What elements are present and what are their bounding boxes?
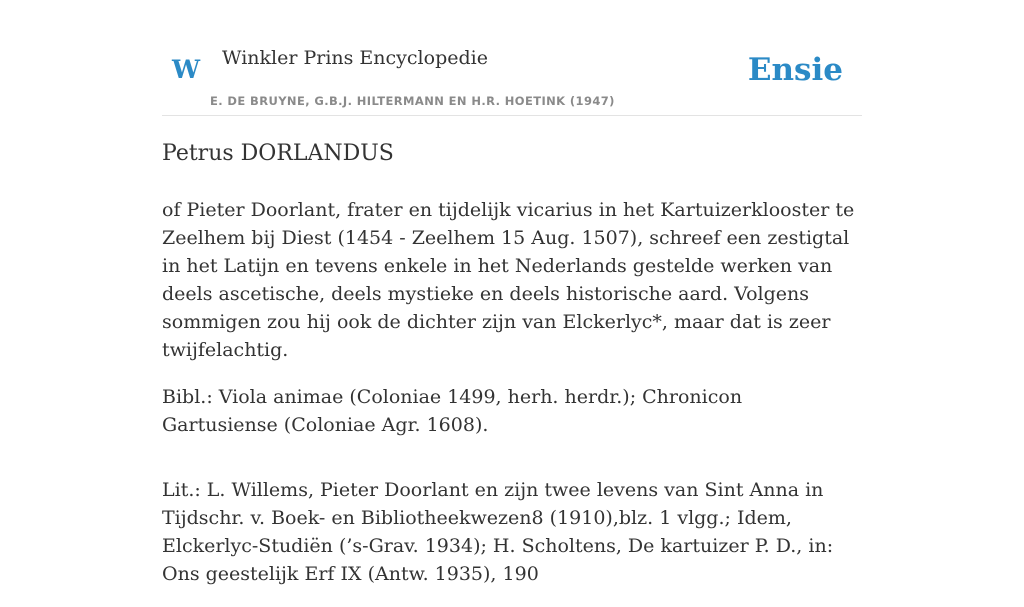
ensie-logo[interactable]: Ensie [747, 52, 843, 88]
source-header [162, 0, 862, 116]
source-title-link[interactable]: Winkler Prins Encyclopedie [222, 47, 488, 69]
source-logo-icon[interactable]: W [172, 55, 201, 84]
article-content [162, 138, 862, 607]
source-authors: E. DE BRUYNE, G.B.J. HILTERMANN EN H.R. HOETINK (1947) [210, 94, 615, 108]
article-paragraph-bibliography: Bibl.: Viola animae (Coloniae 1499, herh. herdr.); Chronicon Gartusiense (Coloniae Agr. 1608). [162, 386, 743, 436]
article-title: Petrus DORLANDUS [162, 141, 394, 166]
article-paragraph-description: of Pieter Doorlant, frater en tijdelijk vicarius in het Kartuizerklooster te Zeelhem bij Diest (1454 - Zeelhem 15 Aug. 1507), schreef een zestigtal in het Latijn en tevens enkele in het Nederlands gestelde werken van deels ascetische, deels mystieke en deels historische aard. Volgens sommigen zou hij ook de dichter zijn van Elckerlyc*, maar dat is zeer twijfelachtig. [162, 199, 855, 361]
article-paragraph-literature: Lit.: L. Willems, Pieter Doorlant en zijn twee levens van Sint Anna in Tijdschr. v. Boek- en Bibliotheekwezen8 (1910),blz. 1 vlgg.; Idem, Elckerlyc-Studiën (’s-Grav. 1934); H. Scholtens, De kartuizer P. D., in: Ons geestelijk Erf IX (Antw. 1935), 190 [162, 479, 834, 585]
